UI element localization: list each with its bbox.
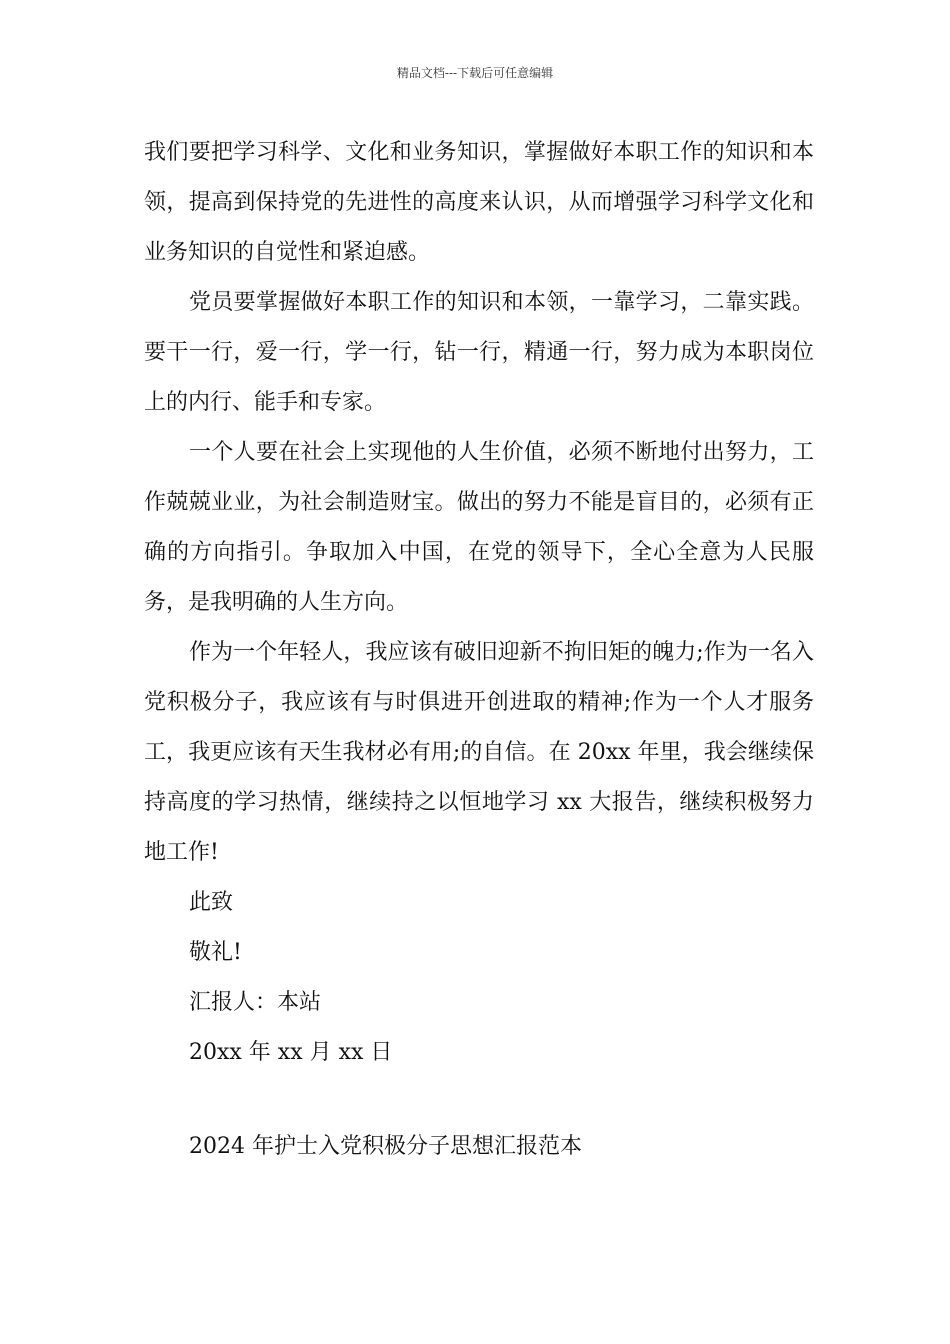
closing-salutation: 此致 <box>189 890 234 915</box>
paragraph-3: 一个人要在社会上实现他的人生价值，必须不断地付出努力，工作兢兢业业，为社会制造财宝。做出的努力不能是盲目的，必须有正确的方向指引。争取加入中国，在党的领导下，全心全意为人民服务，是我明确的人生方向。 <box>144 440 814 615</box>
closing-respect: 敬礼! <box>189 940 242 965</box>
paragraph-4: 作为一个年轻人，我应该有破旧迎新不拘旧矩的魄力;作为一名入党积极分子，我应该有与时俱进开创进取的精神;作为一个人才服务工，我更应该有天生我材必有用;的自信。在 20xx 年里，我会继续保持高度的学习热情，继续持之以恒地学习 xx 大报告，继续积极努力地工作! <box>144 640 814 865</box>
page-header: 精品文档---下载后可任意编辑 <box>396 66 554 80</box>
reporter-signature: 汇报人：本站 <box>189 990 322 1015</box>
report-date: 20xx 年 xx 月 xx 日 <box>189 1040 393 1065</box>
document-body <box>144 128 814 1078</box>
paragraph-2: 党员要掌握做好本职工作的知识和本领，一靠学习，二靠实践。要干一行，爱一行，学一行，钻一行，精通一行，努力成为本职岗位上的内行、能手和专家。 <box>144 290 814 415</box>
next-document-title: 2024 年护士入党积极分子思想汇报范本 <box>189 1134 582 1159</box>
paragraph-1: 我们要把学习科学、文化和业务知识，掌握做好本职工作的知识和本领，提高到保持党的先进性的高度来认识，从而增强学习科学文化和业务知识的自觉性和紧迫感。 <box>144 140 814 265</box>
